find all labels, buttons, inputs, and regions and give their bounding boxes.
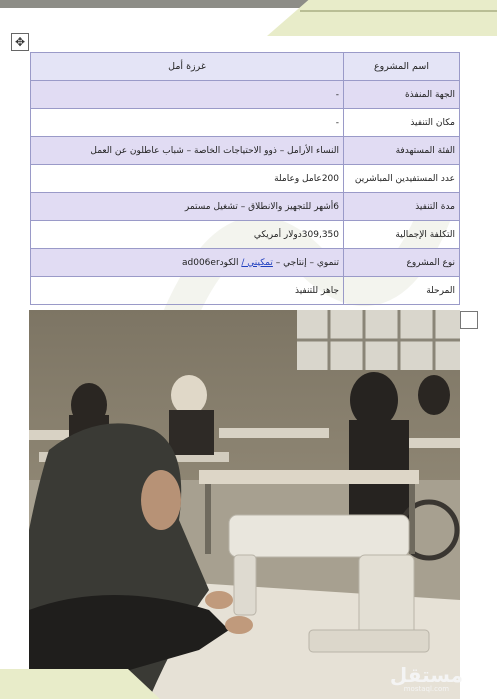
table-row: [31, 277, 460, 305]
row-label: مكان التنفيذ: [344, 109, 460, 137]
row-label: عدد المستفيدين المباشرين: [344, 165, 460, 193]
row-value: 6أشهر للتجهيز والانطلاق – تشغيل مستمر: [31, 193, 344, 221]
row-value: النساء الأرامل – ذوو الاحتياجات الخاصة – شباب عاطلون عن العمل: [31, 137, 344, 165]
table-row: [31, 81, 460, 109]
row-label: الفئة المستهدفة: [344, 137, 460, 165]
type-prefix: تنموي – إنتاجي –: [272, 257, 339, 268]
table-row: [31, 165, 460, 193]
row-value: -: [31, 109, 344, 137]
mostaql-logo: [390, 665, 463, 693]
project-table: [30, 52, 460, 305]
row-label: نوع المشروع: [344, 249, 460, 277]
top-decor-line: [300, 10, 497, 12]
row-value: [31, 249, 344, 277]
table-row: [31, 221, 460, 249]
row-label: الجهة المنفذة: [344, 81, 460, 109]
table-row: [31, 249, 460, 277]
row-label: مدة التنفيذ: [344, 193, 460, 221]
row-value: 309,350دولار أمريكي: [31, 221, 344, 249]
image-resize-handle-icon[interactable]: [460, 311, 478, 329]
workshop-photo-illustration: [29, 310, 460, 699]
table-row: [31, 193, 460, 221]
table-header-row: [31, 53, 460, 81]
logo-subtext: mostaql.com: [403, 685, 450, 693]
type-link[interactable]: تمكيني /: [241, 257, 273, 268]
workshop-photo: [29, 310, 460, 699]
table-row: [31, 109, 460, 137]
row-label: التكلفة الإجمالية: [344, 221, 460, 249]
table-move-icon[interactable]: ✥: [11, 33, 29, 51]
row-value: 200عامل وعاملة: [31, 165, 344, 193]
header-label: اسم المشروع: [344, 53, 460, 81]
type-suffix: الكودad006er: [182, 257, 242, 268]
logo-text: مستقل: [389, 663, 463, 687]
row-label: المرحلة: [344, 277, 460, 305]
row-value: جاهز للتنفيذ: [31, 277, 344, 305]
header-value: غرزة أمل: [31, 53, 344, 81]
row-value: -: [31, 81, 344, 109]
table-row: [31, 137, 460, 165]
